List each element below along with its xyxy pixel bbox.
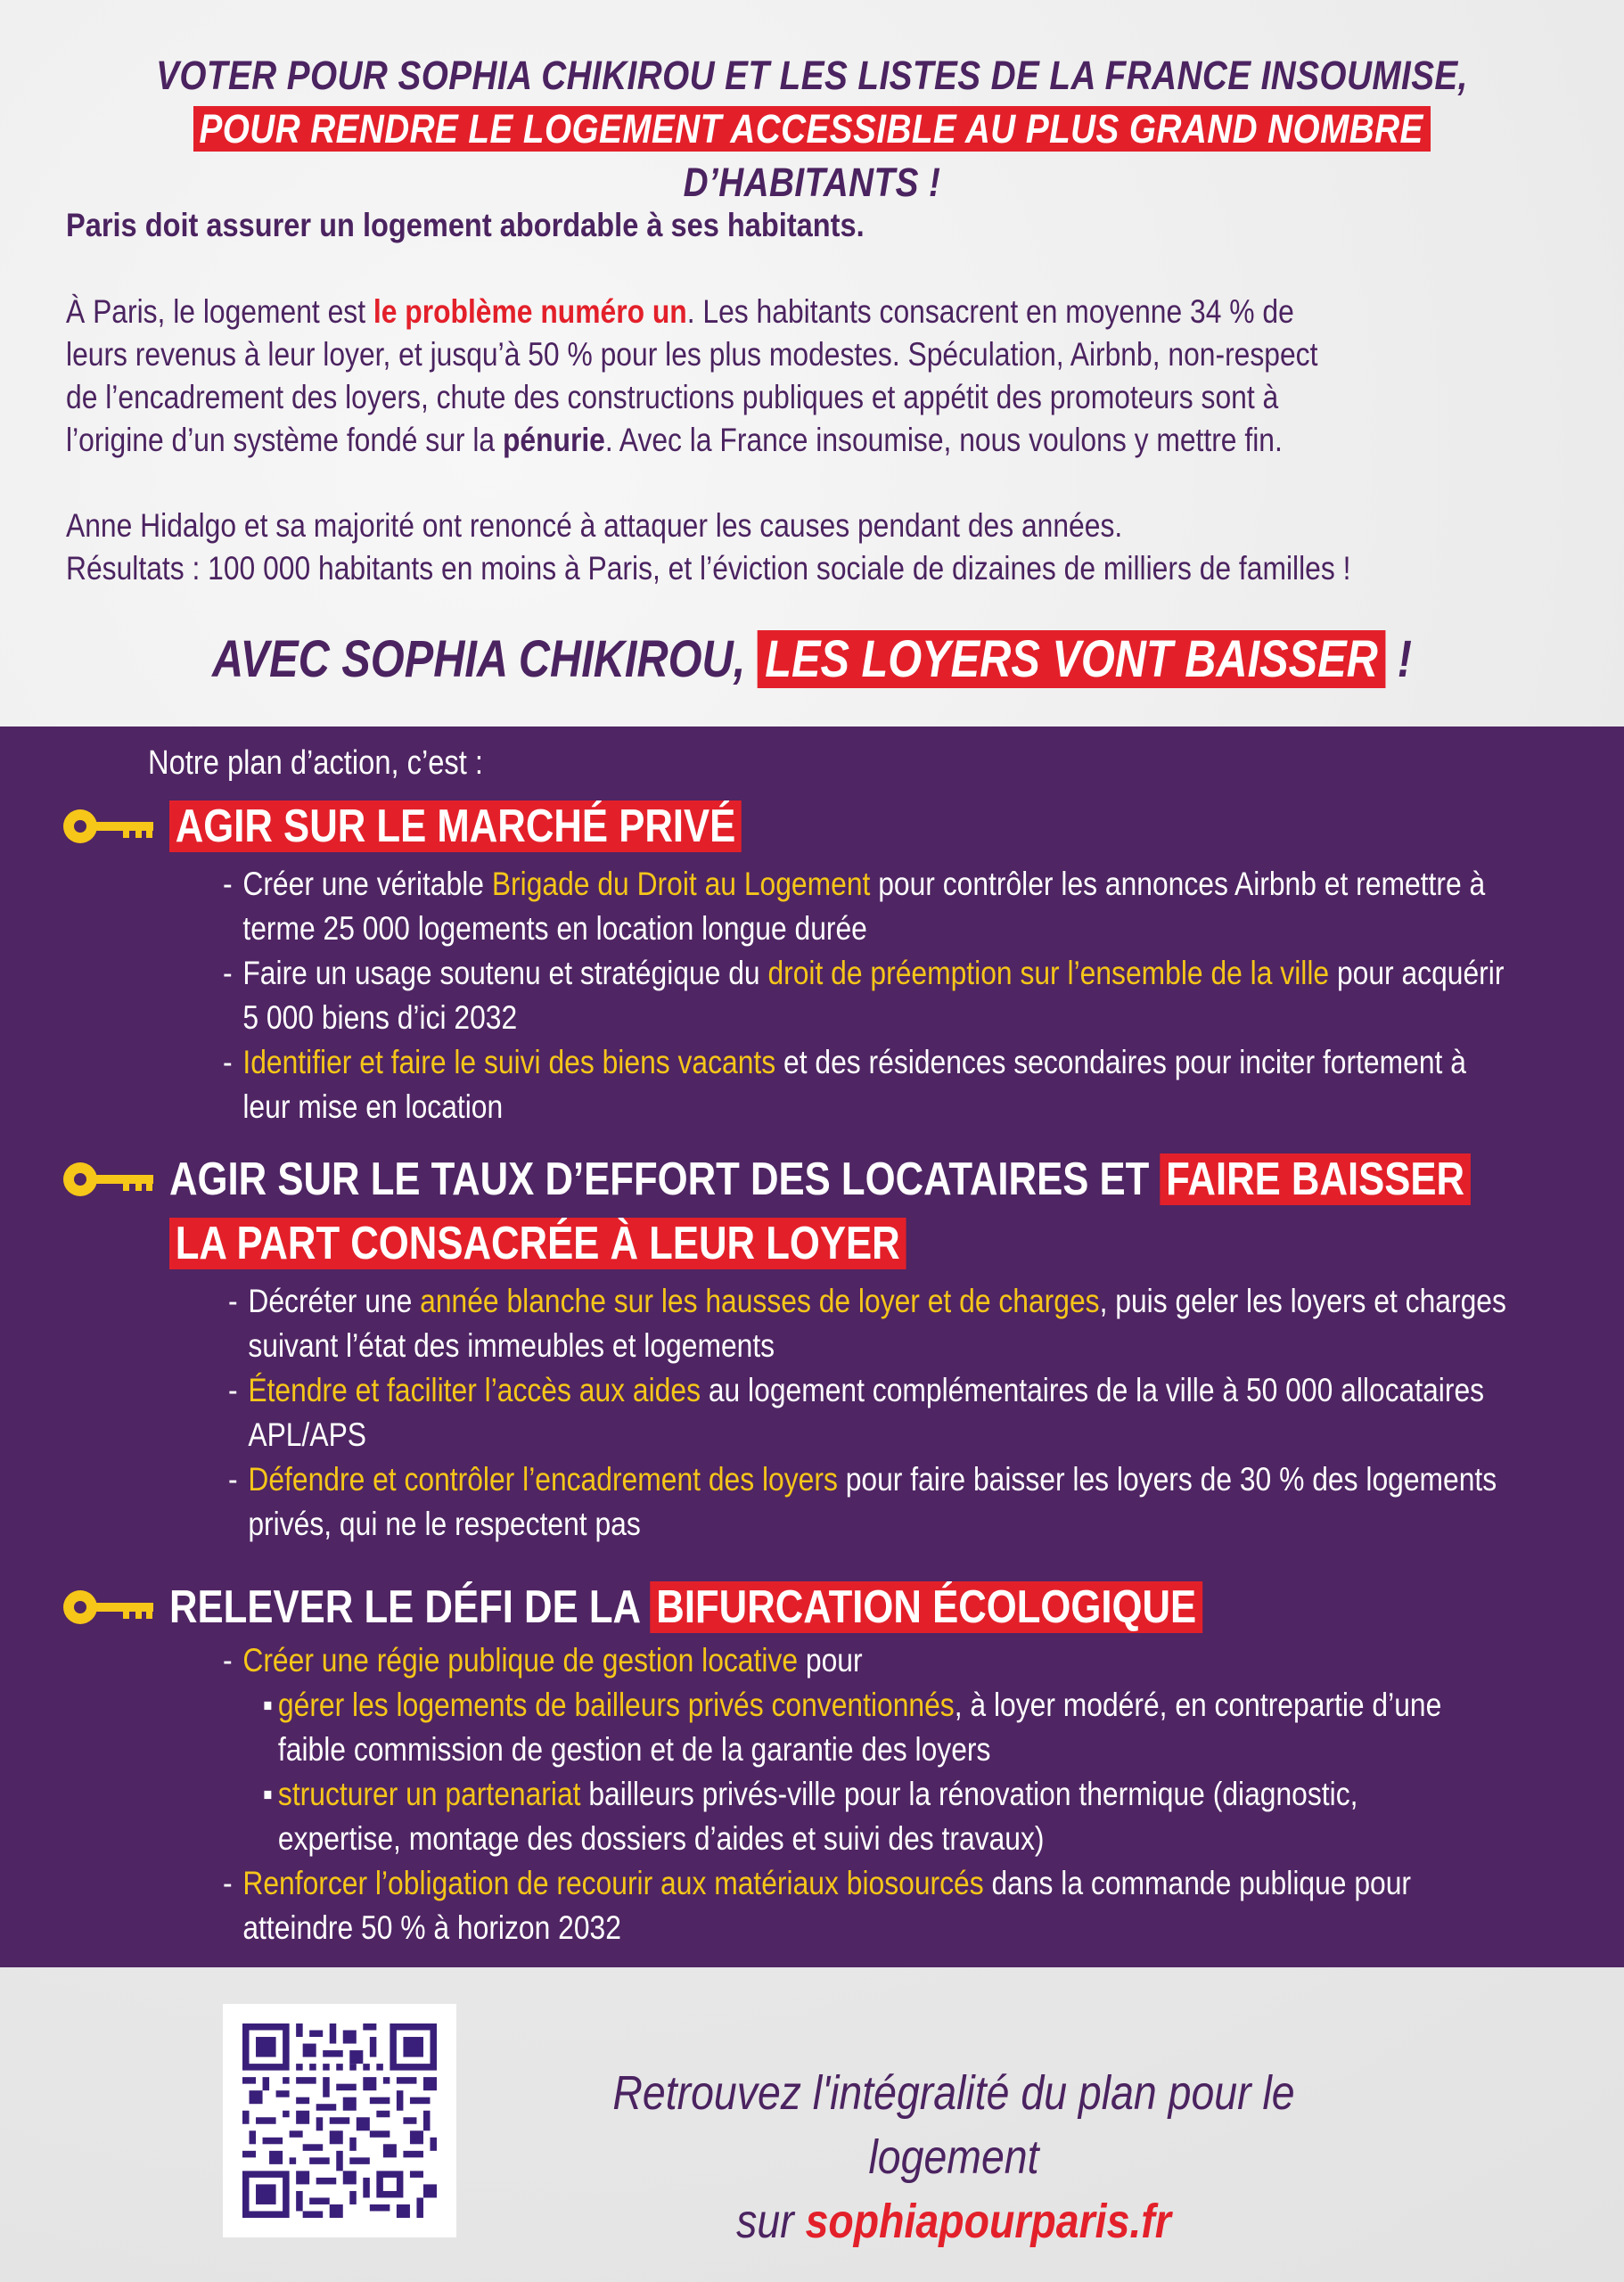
plan-intro: Notre plan d’action, c’est : bbox=[148, 744, 484, 782]
yellow-highlight: Étendre et faciliter l’accès aux aides bbox=[248, 1372, 701, 1408]
yellow-highlight: Brigade du Droit au Logement bbox=[491, 866, 871, 902]
text: À Paris, le logement est bbox=[66, 293, 373, 330]
paragraph-line bbox=[66, 419, 1538, 462]
section-title-private-market bbox=[169, 794, 1592, 858]
list-item: - Renforcer l’obligation de recourir aux matériaux biosourcés dans la commande publique pour atteindre 50 % à horizon 2032 bbox=[223, 1861, 1556, 1950]
qr-code-pattern bbox=[242, 2023, 437, 2218]
section-title-highlight: AGIR SUR LE MARCHÉ PRIVÉ bbox=[169, 800, 742, 852]
yellow-highlight: structurer un partenariat bbox=[277, 1776, 581, 1812]
list-item: - Identifier et faire le suivi des biens vacants et des résidences secondaires pour inciter fortement à leur mise en location bbox=[223, 1040, 1556, 1129]
list-item: - Créer une véritable Brigade du Droit au Logement pour contrôler les annonces Airbnb et remettre à terme 25 000 logements en location longue durée bbox=[223, 862, 1556, 951]
yellow-highlight: Renforcer l’obligation de recourir aux matériaux biosourcés bbox=[242, 1865, 984, 1901]
website-link[interactable]: sophiapourparis.fr bbox=[805, 2195, 1171, 2248]
footer-text bbox=[532, 2061, 1375, 2253]
yellow-highlight: Défendre et contrôler l’encadrement des loyers bbox=[248, 1461, 838, 1498]
yellow-highlight: droit de préemption sur l’ensemble de la ville bbox=[767, 955, 1330, 991]
paragraph-line: Anne Hidalgo et sa majorité ont renoncé à attaquer les causes pendant des années. bbox=[66, 507, 1123, 544]
paragraph-line: Résultats : 100 000 habitants en moins à Paris, et l’éviction sociale de dizaines de milliers de familles ! bbox=[66, 550, 1351, 587]
headline-line1: VOTER POUR SOPHIA CHIKIROU ET LES LISTES DE LA FRANCE INSOUMISE, bbox=[156, 53, 1468, 98]
yellow-highlight: gérer les logements de bailleurs privés conventionnés bbox=[277, 1687, 955, 1723]
list-item: - Décréter une année blanche sur les hausses de loyer et de charges, puis geler les loyers et charges suivant l’état des immeubles et logements bbox=[228, 1279, 1562, 1368]
section2-list bbox=[228, 1279, 1562, 1547]
bold-penurie: pénurie bbox=[502, 422, 605, 458]
paragraph-line: de l’encadrement des loyers, chute des constructions publiques et appétit des promoteurs sont à bbox=[66, 379, 1279, 415]
key-icon bbox=[61, 1588, 157, 1627]
list-item: - Étendre et faciliter l’accès aux aides au logement complémentaires de la ville à 50 000 allocataires APL/APS bbox=[228, 1368, 1562, 1457]
intro-text: Paris doit assurer un logement abordable à ses habitants. bbox=[66, 207, 865, 243]
section-title-highlight: LA PART CONSACRÉE À LEUR LOYER bbox=[169, 1218, 906, 1269]
footer-line2 bbox=[532, 2189, 1375, 2253]
section-title-highlight: BIFURCATION ÉCOLOGIQUE bbox=[651, 1581, 1202, 1633]
sub-list-item: ▪ gérer les logements de bailleurs privés conventionnés, à loyer modéré, en contrepartie d’une faible commission de gestion et de la garantie des loyers bbox=[223, 1683, 1556, 1772]
slogan bbox=[130, 628, 1494, 692]
section-title-highlight: FAIRE BAISSER bbox=[1160, 1153, 1470, 1205]
section-title-ecology bbox=[169, 1575, 1592, 1639]
section-title-text: AGIR SUR LE TAUX D’EFFORT DES LOCATAIRES ET bbox=[169, 1153, 1161, 1205]
yellow-highlight: année blanche sur les hausses de loyer et de charges bbox=[420, 1283, 1100, 1319]
slogan-highlight: LES LOYERS VONT BAISSER bbox=[758, 630, 1385, 688]
slogan-lead: AVEC SOPHIA CHIKIROU, bbox=[212, 630, 758, 688]
paragraph-housing bbox=[66, 291, 1538, 462]
sub-list-item: ▪ structurer un partenariat bailleurs privés-ville pour la rénovation thermique (diagnostic, expertise, montage des dossiers d’aides et suivi des travaux) bbox=[223, 1772, 1556, 1861]
key-icon bbox=[61, 1160, 157, 1199]
section-title-text: RELEVER LE DÉFI DE LA bbox=[169, 1581, 651, 1633]
headline-rest: D’HABITANTS ! bbox=[683, 160, 941, 205]
yellow-highlight: Identifier et faire le suivi des biens vacants bbox=[242, 1044, 776, 1080]
list-item: - Créer une régie publique de gestion locative pour bbox=[223, 1638, 1556, 1683]
yellow-highlight: Créer une régie publique de gestion locative bbox=[242, 1642, 799, 1679]
section-title-rent-effort bbox=[169, 1147, 1592, 1276]
text: l’origine d’un système fondé sur la bbox=[66, 422, 503, 458]
headline-highlight: POUR RENDRE LE LOGEMENT ACCESSIBLE AU PLUS GRAND NOMBRE bbox=[193, 106, 1431, 152]
text: . Les habitants consacrent en moyenne 34 % de bbox=[686, 293, 1294, 330]
highlight-problem: le problème numéro un bbox=[373, 293, 687, 330]
list-item: - Faire un usage soutenu et stratégique du droit de préemption sur l’ensemble de la ville pour acquérir 5 000 biens d’ici 2032 bbox=[223, 951, 1556, 1040]
footer-line1: Retrouvez l'intégralité du plan pour le logement bbox=[612, 2066, 1295, 2184]
text: . Avec la France insoumise, nous voulons y mettre fin. bbox=[604, 422, 1283, 458]
paragraph-line bbox=[66, 291, 1538, 333]
headline-line2 bbox=[114, 103, 1511, 209]
header-area bbox=[0, 0, 1624, 726]
paragraph-line: leurs revenus à leur loyer, et jusqu’à 50 % pour les plus modestes. Spéculation, Airbnb, non-respect bbox=[66, 336, 1318, 373]
list-item: - Défendre et contrôler l’encadrement des loyers pour faire baisser les loyers de 30 % des logements privés, qui ne le respectent pas bbox=[228, 1457, 1562, 1547]
action-plan-panel bbox=[0, 726, 1624, 1967]
slogan-tail: ! bbox=[1385, 630, 1412, 688]
section1-list bbox=[223, 862, 1556, 1129]
key-icon bbox=[61, 807, 157, 846]
qr-code[interactable] bbox=[223, 2004, 456, 2237]
paragraph-hidalgo bbox=[66, 505, 1538, 590]
section3-list bbox=[223, 1638, 1556, 1950]
text: sur bbox=[736, 2195, 806, 2248]
